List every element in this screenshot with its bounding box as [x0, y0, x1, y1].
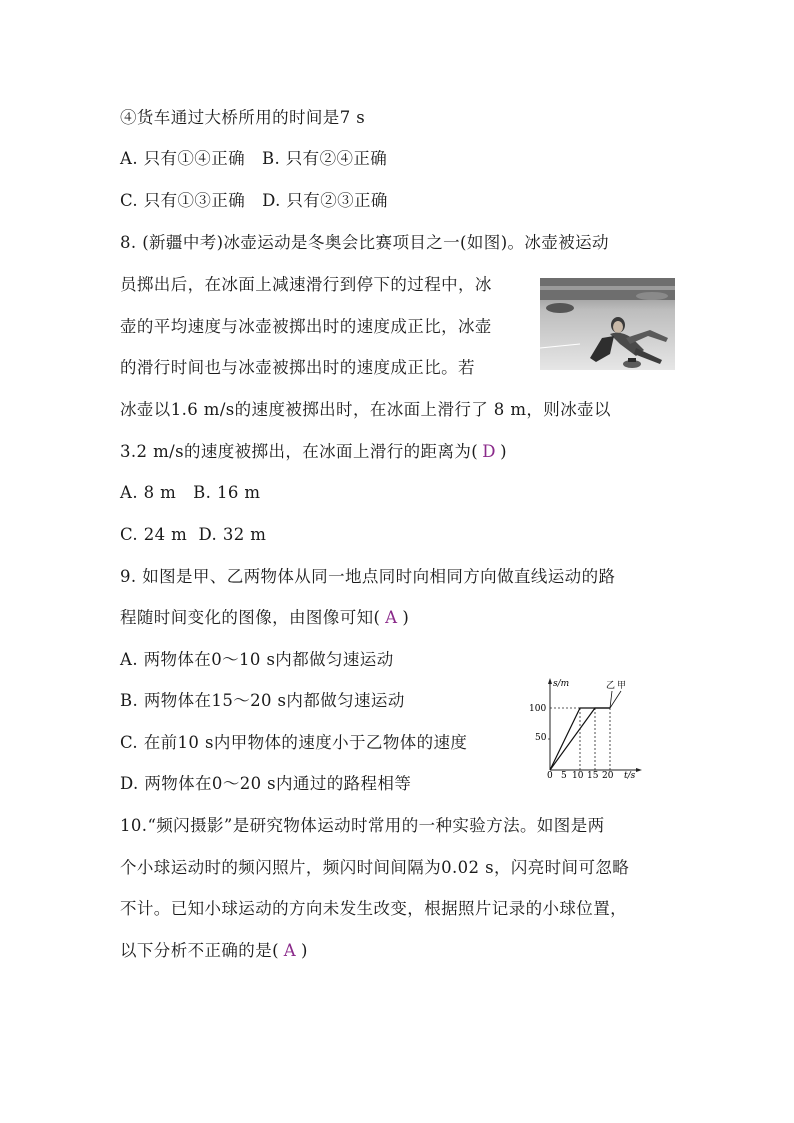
series-label-jia: 甲: [617, 681, 627, 691]
q8-stem-line6: [120, 441, 507, 463]
q9-option-a[interactable]: A. 两物体在0～10 s内都做匀速运动: [120, 650, 394, 669]
q8-stem-line3: 壶的平均速度与冰壶被掷出时的速度成正比，冰壶: [120, 317, 492, 336]
q8-stem-line1: 8. (新疆中考)冰壶运动是冬奥会比赛项目之一(如图)。冰壶被运动: [120, 233, 609, 252]
x-tick-5: 5: [561, 771, 567, 781]
q8-close-paren: ): [500, 442, 507, 461]
x-tick-10: 10: [572, 771, 584, 781]
series-label-yi: 乙: [606, 681, 616, 691]
q8-stem-text: 3.2 m/s的速度被掷出，在冰面上滑行的距离为(: [120, 442, 479, 461]
q9-option-c[interactable]: C. 在前10 s内甲物体的速度小于乙物体的速度: [120, 733, 468, 752]
q7-option-d[interactable]: D. 只有②③正确: [262, 191, 388, 210]
q8-option-b[interactable]: B. 16 m: [193, 483, 261, 502]
q10-stem-line4: [120, 940, 308, 962]
q7-options-ab: [120, 148, 387, 170]
x-tick-15: 15: [587, 771, 599, 781]
curling-photo-illustration: [540, 278, 675, 370]
q9-answer: A: [385, 608, 398, 627]
curling-photo: [540, 278, 675, 370]
q10-answer: A: [283, 941, 297, 960]
q8-option-c[interactable]: C. 24 m: [120, 525, 188, 544]
x-axis-label: t/s: [624, 771, 636, 781]
q10-stem-line2: 个小球运动时的频闪照片，频闪时间间隔为0.02 s，闪亮时间可忽略: [120, 858, 630, 877]
y-tick-100: 100: [529, 704, 547, 714]
q8-options-cd: [120, 524, 266, 546]
q8-options-ab: [120, 482, 260, 504]
y-axis-label: s/m: [553, 679, 570, 689]
distance-time-graph-svg: [526, 674, 646, 786]
q8-stem-line5: 冰壶以1.6 m/s的速度被掷出时，在冰面上滑行了 8 m，则冰壶以: [120, 400, 611, 419]
q8-stem-line4: 的滑行时间也与冰壶被掷出时的速度成正比。若: [120, 358, 475, 377]
q9-option-b[interactable]: B. 两物体在15～20 s内都做匀速运动: [120, 691, 405, 710]
q8-answer: D: [482, 442, 496, 461]
q8-option-d[interactable]: D. 32 m: [198, 525, 267, 544]
q9-stem-text: 程随时间变化的图像，由图像可知(: [120, 608, 381, 627]
q10-stem-text: 以下分析不正确的是(: [120, 941, 279, 960]
distance-time-graph: [526, 674, 646, 786]
x-tick-0: 0: [547, 771, 553, 781]
q10-stem-line1: 10.“频闪摄影”是研究物体运动时常用的一种实验方法。如图是两: [120, 816, 605, 835]
q9-stem-line2: [120, 607, 409, 629]
q7-option-a[interactable]: A. 只有①④正确: [120, 149, 246, 168]
x-tick-20: 20: [602, 771, 614, 781]
q7-option-b[interactable]: B. 只有②④正确: [261, 149, 388, 168]
q9-option-d[interactable]: D. 两物体在0～20 s内通过的路程相等: [120, 774, 412, 793]
q10-stem-line3: 不计。已知小球运动的方向未发生改变，根据照片记录的小球位置，: [120, 899, 627, 918]
q9-stem-line1: 9. 如图是甲、乙两物体从同一地点同时向相同方向做直线运动的路: [120, 567, 616, 586]
q8-option-a[interactable]: A. 8 m: [120, 483, 177, 502]
q9-close-paren: ): [402, 608, 410, 627]
x-axis-arrow: [636, 768, 642, 772]
y-axis-arrow: [548, 678, 552, 684]
y-tick-50: 50: [535, 733, 547, 743]
q7-options-cd: [120, 190, 388, 212]
q10-close-paren: ): [300, 941, 308, 960]
q7-statement-4: ④货车通过大桥所用的时间是7 s: [120, 108, 366, 127]
q7-option-c[interactable]: C. 只有①③正确: [120, 191, 246, 210]
q8-stem-line2: 员掷出后，在冰面上减速滑行到停下的过程中，冰: [120, 275, 492, 294]
